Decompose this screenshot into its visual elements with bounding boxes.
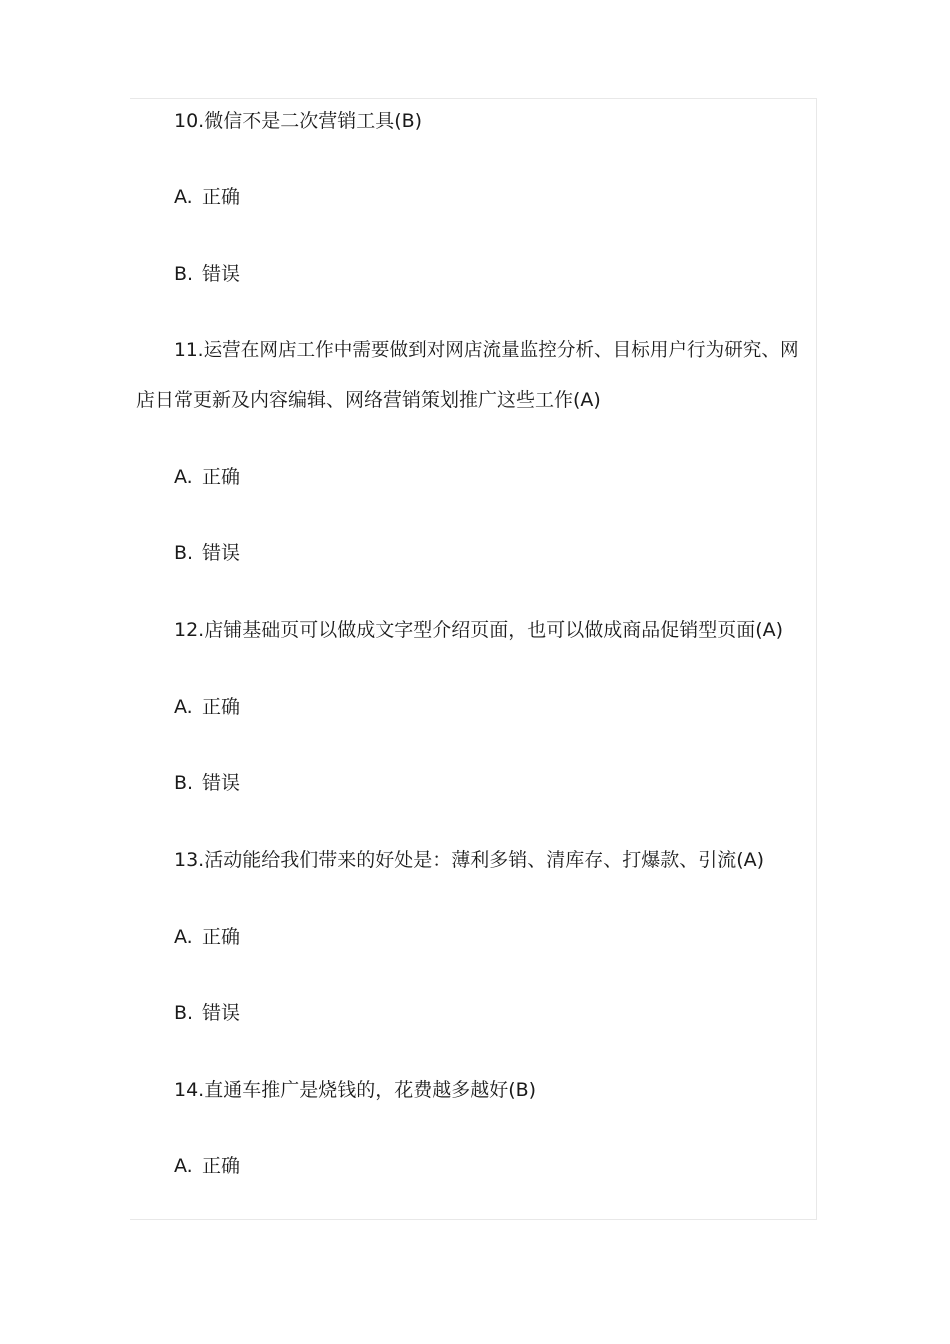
option-letter: B. xyxy=(174,1002,194,1024)
question-11-stem-line1: 11.运营在网店工作中需要做到对网店流量监控分析、目标用户行为研究、网 xyxy=(174,340,799,361)
question-13-option-b xyxy=(174,1001,240,1025)
question-12-option-b xyxy=(174,771,240,795)
option-text: 错误 xyxy=(202,542,241,564)
option-letter: A. xyxy=(174,186,193,208)
question-13-option-a xyxy=(174,925,240,949)
option-text: 正确 xyxy=(202,466,241,488)
question-10-option-a xyxy=(174,185,240,209)
option-text: 正确 xyxy=(202,1155,241,1177)
question-14-stem: 14.直通车推广是烧钱的，花费越多越好(B) xyxy=(174,1079,537,1101)
option-text: 错误 xyxy=(202,1002,241,1024)
option-letter: B. xyxy=(174,772,194,794)
question-12-option-a xyxy=(174,695,240,719)
option-text: 正确 xyxy=(202,926,241,948)
option-letter: A. xyxy=(174,1155,193,1177)
option-letter: A. xyxy=(174,696,193,718)
option-letter: B. xyxy=(174,542,194,564)
option-letter: A. xyxy=(174,466,193,488)
question-10-option-b xyxy=(174,262,240,286)
option-letter: A. xyxy=(174,926,193,948)
option-letter: B. xyxy=(174,263,194,285)
question-11-option-a xyxy=(174,465,240,489)
question-13-stem: 13.活动能给我们带来的好处是：薄利多销、清库存、打爆款、引流(A) xyxy=(174,849,765,871)
option-text: 错误 xyxy=(202,772,241,794)
option-text: 正确 xyxy=(202,696,241,718)
question-11-stem-line2: 店日常更新及内容编辑、网络营销策划推广这些工作(A) xyxy=(136,389,601,411)
question-12-stem: 12.店铺基础页可以做成文字型介绍页面，也可以做成商品促销型页面(A) xyxy=(174,619,784,641)
option-text: 正确 xyxy=(202,186,241,208)
question-11-option-b xyxy=(174,541,240,565)
question-14-option-a xyxy=(174,1154,240,1178)
option-text: 错误 xyxy=(202,263,241,285)
question-10-stem: 10.微信不是二次营销工具(B) xyxy=(174,110,423,132)
